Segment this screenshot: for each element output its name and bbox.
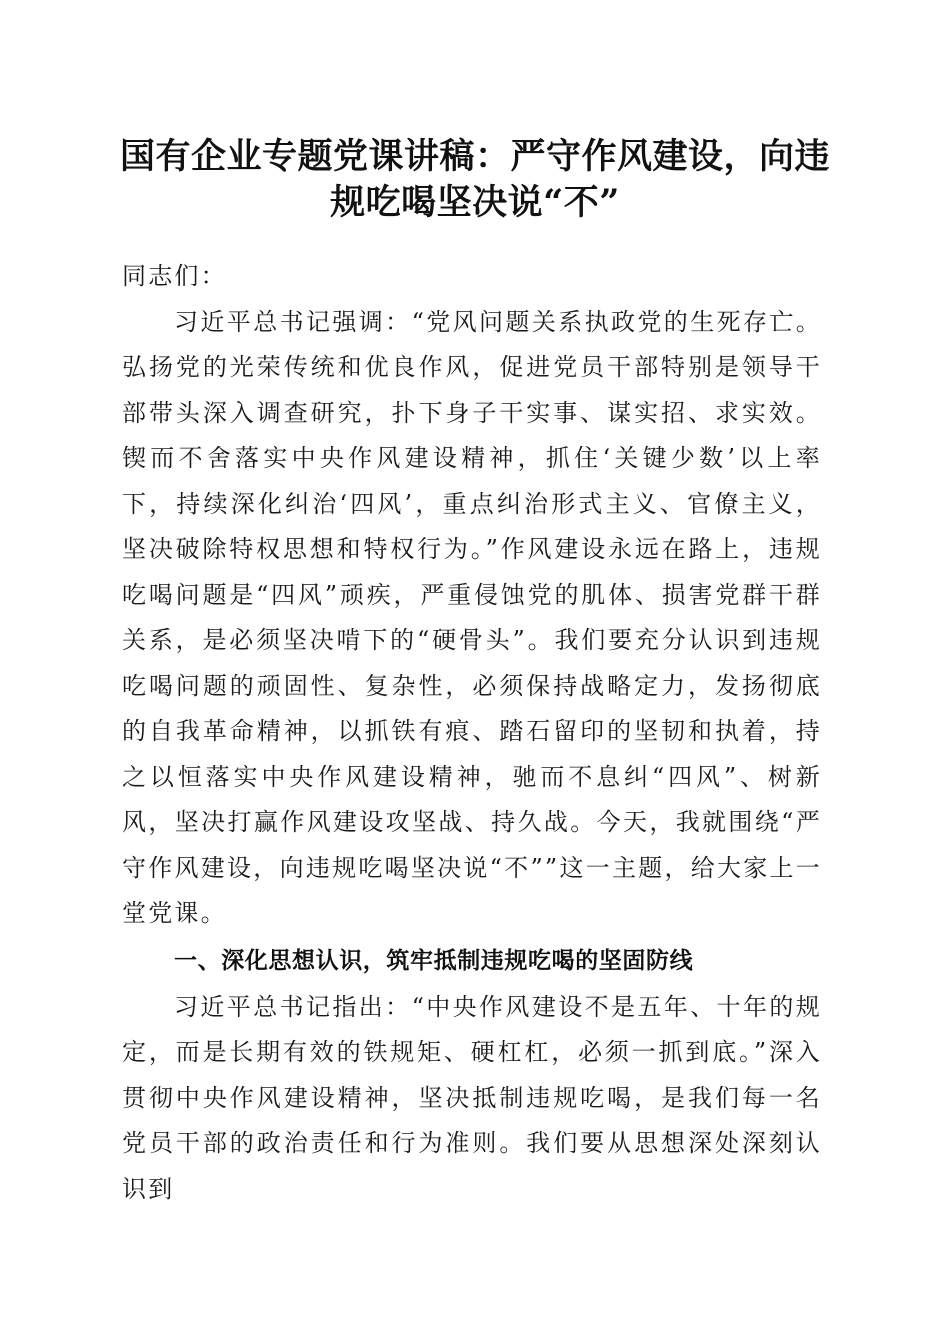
salutation: 同志们： (122, 262, 227, 290)
title-line-1: 国有企业专题党课讲稿：严守作风建设，向违 (119, 136, 830, 177)
section-heading-1: 一、深化思想认识，筑牢抵制违规吃喝的坚固防线 (174, 947, 694, 974)
document-body (122, 254, 822, 1212)
document-title (100, 134, 850, 226)
intro-paragraph: 习近平总书记强调：“党风问题关系执政党的生死存亡。弘扬党的光荣传统和优良作风，促进党员干部特别是领导干部带头深入调查研究，扑下身子干实事、谋实招、求实效。锲而不舍落实中央作风建设精神，抓住‘关键少数’以上率下，持续深化纠治‘四风’，重点纠治形式主义、官僚主义，坚决破除特权思想和特权行为。”作风建设永远在路上，违规吃喝问题是“四风”顽疾，严重侵蚀党的肌体、损害党群干群关系，是必须坚决啃下的“硬骨头”。我们要充分认识到违规吃喝问题的顽固性、复杂性，必须保持战略定力，发扬彻底的自我革命精神，以抓铁有痕、踏石留印的坚韧和执着，持之以恒落实中央作风建设精神，驰而不息纠“四风”、树新风，坚决打赢作风建设攻坚战、持久战。今天，我就围绕“严守作风建设，向违规吃喝坚决说“不””这一主题，给大家上一堂党课。 (122, 307, 822, 927)
title-line-2: 规吃喝坚决说“不” (330, 182, 620, 223)
section-1-paragraph: 习近平总书记指出：“中央作风建设不是五年、十年的规定，而是长期有效的铁规矩、硬杠杠，必须一抓到底。”深入贯彻中央作风建设精神，坚决抵制违规吃喝，是我们每一名党员干部的政治责任和行为准则。我们要从思想深处深刻认识到 (122, 992, 822, 1203)
